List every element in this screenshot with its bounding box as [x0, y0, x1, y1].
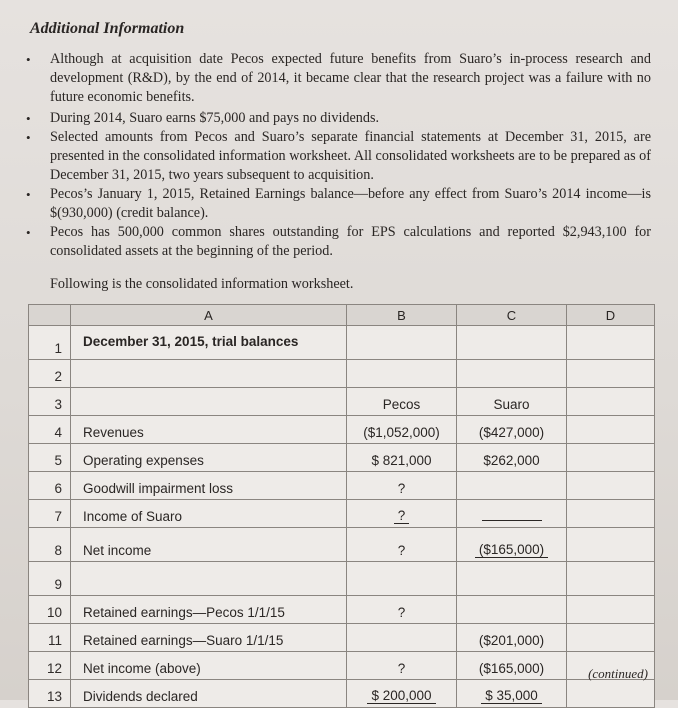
column-header-d[interactable]: D	[567, 305, 655, 326]
row-number: 1	[29, 326, 71, 360]
column-header-c[interactable]: C	[457, 305, 567, 326]
worksheet-table	[28, 304, 655, 708]
cell-b[interactable]	[347, 360, 457, 388]
table-row	[29, 472, 655, 500]
table-row	[29, 624, 655, 652]
row-number: 10	[29, 596, 71, 624]
cell-b[interactable]: ?	[347, 652, 457, 680]
cell-c[interactable]: ($427,000)	[457, 416, 567, 444]
bullet-list	[26, 50, 651, 261]
bullet-icon: •	[26, 187, 31, 202]
cell-c[interactable]	[457, 500, 567, 528]
cell-a[interactable]: Operating expenses	[71, 444, 347, 472]
cell-a[interactable]	[71, 388, 347, 416]
cell-a[interactable]: Goodwill impairment loss	[71, 472, 347, 500]
row-number-header	[29, 305, 71, 326]
cell-b[interactable]: ?	[347, 596, 457, 624]
table-row	[29, 562, 655, 596]
cell-c[interactable]	[457, 472, 567, 500]
row-number: 13	[29, 680, 71, 708]
cell-c[interactable]	[457, 596, 567, 624]
bullet-icon: •	[26, 52, 31, 67]
cell-a[interactable]: Income of Suaro	[71, 500, 347, 528]
table-row	[29, 596, 655, 624]
bullet-item	[26, 128, 651, 185]
cell-a[interactable]: Revenues	[71, 416, 347, 444]
cell-b[interactable]: $ 821,000	[347, 444, 457, 472]
cell-a[interactable]	[71, 360, 347, 388]
underline-rule	[482, 508, 542, 521]
table-row	[29, 500, 655, 528]
bullet-text: Selected amounts from Pecos and Suaro’s separate financial statements at December 31, 2015, are presented in the consolidated information worksheet. All consolidated worksheets are to be prepared as of December 31, 2015, two years subsequent to acquisition.	[50, 129, 651, 183]
consolidated-worksheet	[28, 304, 654, 708]
bullet-item	[26, 109, 651, 128]
cell-d[interactable]	[567, 326, 655, 360]
cell-a[interactable]	[71, 562, 347, 596]
column-header-b[interactable]: B	[347, 305, 457, 326]
cell-b[interactable]: ?	[347, 528, 457, 562]
bullet-text: Although at acquisition date Pecos expected future benefits from Suaro’s in-process research and development (R&D), by the end of 2014, it became clear that the research project was a failure with no future economic benefits.	[50, 51, 651, 105]
cell-d[interactable]	[567, 596, 655, 624]
cell-b[interactable]	[347, 624, 457, 652]
table-row	[29, 416, 655, 444]
column-header-a[interactable]: A	[71, 305, 347, 326]
cell-c[interactable]	[457, 360, 567, 388]
column-header-row	[29, 305, 655, 326]
bullet-item	[26, 185, 651, 223]
cell-b[interactable]: Pecos	[347, 388, 457, 416]
cell-b[interactable]: ?	[347, 472, 457, 500]
underlined-value: $ 35,000	[481, 688, 542, 704]
cell-c[interactable]: ($201,000)	[457, 624, 567, 652]
bullet-text: During 2014, Suaro earns $75,000 and pays no dividends.	[50, 110, 380, 126]
row-number: 5	[29, 444, 71, 472]
cell-d[interactable]	[567, 360, 655, 388]
bullet-icon: •	[26, 130, 31, 145]
cell-b[interactable]	[347, 500, 457, 528]
cell-c[interactable]	[457, 680, 567, 708]
table-row	[29, 326, 655, 360]
cell-c[interactable]: $262,000	[457, 444, 567, 472]
row-number: 4	[29, 416, 71, 444]
row-number: 11	[29, 624, 71, 652]
cell-c[interactable]: Suaro	[457, 388, 567, 416]
bullet-icon: •	[26, 225, 31, 240]
cell-b[interactable]	[347, 680, 457, 708]
underlined-value: $ 200,000	[367, 688, 435, 704]
row-number: 9	[29, 562, 71, 596]
cell-d[interactable]	[567, 680, 655, 708]
table-row	[29, 360, 655, 388]
cell-a[interactable]: Net income	[71, 528, 347, 562]
cell-d[interactable]	[567, 472, 655, 500]
cell-d[interactable]	[567, 416, 655, 444]
worksheet-intro: Following is the consolidated information worksheet.	[50, 276, 354, 292]
row-number: 8	[29, 528, 71, 562]
cell-c[interactable]	[457, 562, 567, 596]
cell-d[interactable]	[567, 624, 655, 652]
row-number: 3	[29, 388, 71, 416]
cell-c[interactable]	[457, 528, 567, 562]
cell-d[interactable]	[567, 500, 655, 528]
cell-b[interactable]	[347, 326, 457, 360]
underlined-value: ?	[394, 508, 410, 524]
row-number: 6	[29, 472, 71, 500]
cell-a[interactable]: December 31, 2015, trial balances	[71, 326, 347, 360]
bullet-text: Pecos has 500,000 common shares outstanding for EPS calculations and reported $2,943,100 for consolidated assets at the beginning of the period.	[50, 224, 651, 259]
cell-a[interactable]: Net income (above)	[71, 652, 347, 680]
table-row	[29, 388, 655, 416]
cell-d[interactable]	[567, 562, 655, 596]
cell-d[interactable]	[567, 444, 655, 472]
cell-c[interactable]	[457, 326, 567, 360]
cell-a[interactable]: Retained earnings—Pecos 1/1/15	[71, 596, 347, 624]
cell-d[interactable]	[567, 528, 655, 562]
bullet-item	[26, 223, 651, 261]
section-heading: Additional Information	[30, 20, 185, 37]
cell-b[interactable]	[347, 562, 457, 596]
bullet-icon: •	[26, 111, 31, 126]
table-row	[29, 652, 655, 680]
row-number: 2	[29, 360, 71, 388]
cell-a[interactable]: Dividends declared	[71, 680, 347, 708]
cell-d[interactable]	[567, 388, 655, 416]
continued-note: (continued)	[588, 666, 648, 681]
bullet-text: Pecos’s January 1, 2015, Retained Earnings balance—before any effect from Suaro’s 2014 income—is $(930,000) (credit balance).	[50, 186, 651, 221]
cell-b[interactable]: ($1,052,000)	[347, 416, 457, 444]
table-row	[29, 444, 655, 472]
underlined-value: ($165,000)	[475, 542, 548, 558]
row-number: 7	[29, 500, 71, 528]
cell-a[interactable]: Retained earnings—Suaro 1/1/15	[71, 624, 347, 652]
row-number: 12	[29, 652, 71, 680]
cell-c[interactable]: ($165,000)	[457, 652, 567, 680]
bullet-item	[26, 50, 651, 107]
table-row	[29, 680, 655, 708]
table-row	[29, 528, 655, 562]
